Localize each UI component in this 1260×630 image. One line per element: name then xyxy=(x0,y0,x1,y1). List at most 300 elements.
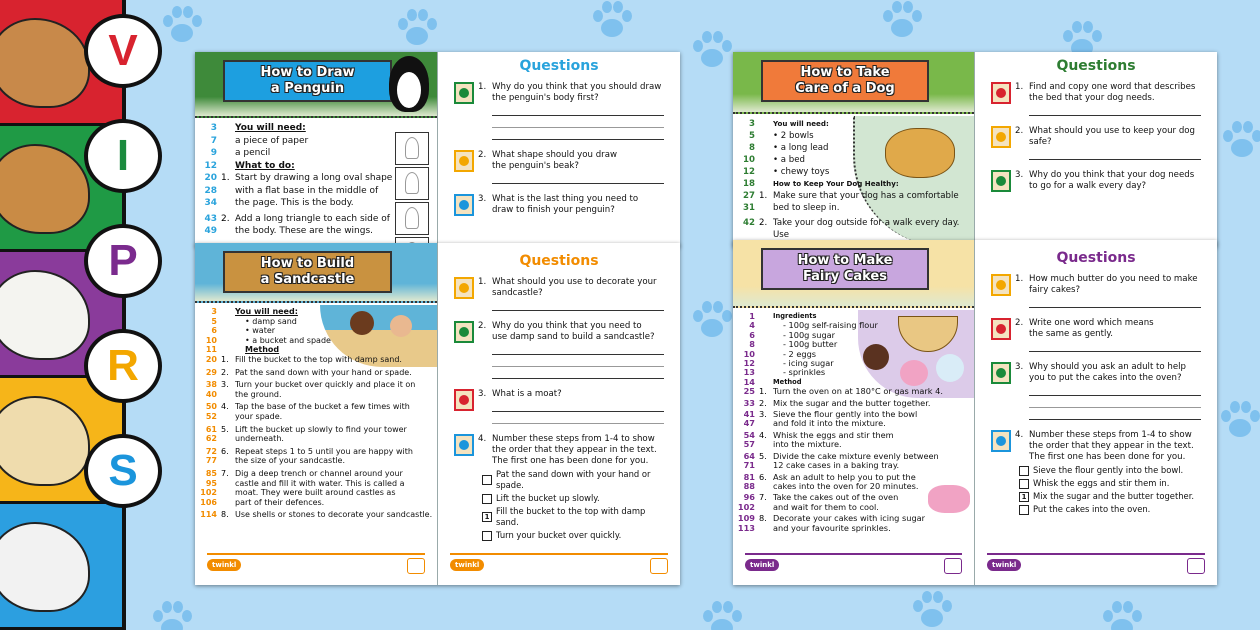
ordering-checkbox[interactable] xyxy=(482,531,492,541)
paw-print-icon xyxy=(690,30,734,74)
word-count-number: 10 xyxy=(743,155,755,165)
word-count-number: 77 xyxy=(205,456,217,466)
questions-title: Questions xyxy=(519,253,599,269)
vipers-dog-icon xyxy=(454,82,474,104)
word-count-number: 81 xyxy=(743,471,755,482)
word-count-number: 102 xyxy=(737,501,755,512)
instruction-line xyxy=(195,307,437,317)
question-text: the order that they appear in the text. xyxy=(492,445,657,455)
instruction-line xyxy=(733,178,974,190)
instruction-line xyxy=(733,142,974,154)
title-line: How to Take xyxy=(800,65,890,80)
step-number xyxy=(221,122,235,135)
word-count-number: 10 xyxy=(205,335,217,345)
answer-line[interactable] xyxy=(1029,351,1201,352)
paw-print-icon xyxy=(910,590,954,630)
ordering-checkbox[interactable] xyxy=(482,494,492,504)
instruction-text xyxy=(235,172,437,210)
step-number xyxy=(221,317,245,327)
worksheet-footer xyxy=(450,553,668,577)
step-number: 8. xyxy=(221,510,229,520)
ordering-checkbox[interactable] xyxy=(1019,479,1029,489)
word-count-number: 96 xyxy=(743,492,755,503)
step-number xyxy=(759,142,773,154)
word-count-number: 7 xyxy=(210,135,217,146)
instruction-line xyxy=(733,359,974,368)
instruction-text xyxy=(245,326,437,336)
worksheet-header-illustration xyxy=(195,52,437,118)
dog-character-illustration xyxy=(0,522,90,612)
ordering-checkbox[interactable] xyxy=(1019,466,1029,476)
line-word-count xyxy=(733,387,759,396)
questions-pane xyxy=(975,240,1217,585)
instruction-line xyxy=(195,160,437,173)
word-count-number: 113 xyxy=(737,522,755,533)
step-number xyxy=(759,178,773,190)
step-number: 2. xyxy=(221,213,230,224)
question-item xyxy=(975,82,1217,116)
reading-text-pane xyxy=(195,52,438,247)
word-count-number: 47 xyxy=(743,418,755,429)
instruction-line xyxy=(195,402,437,421)
text-line: You will need: xyxy=(773,119,829,128)
question-text: Number these steps from 1-4 to show xyxy=(492,434,655,444)
question-number: 1. xyxy=(478,82,487,92)
instruction-text xyxy=(245,317,437,327)
answer-line[interactable] xyxy=(492,354,664,355)
step-number: 4. xyxy=(221,402,229,412)
instruction-text xyxy=(773,178,974,190)
word-count-number: 28 xyxy=(204,185,217,196)
question-text: Why do you think that you need to xyxy=(492,321,642,331)
instruction-text xyxy=(773,154,974,166)
text-line: the page. This is the body. xyxy=(235,198,354,208)
ordering-item xyxy=(482,493,664,504)
dog-character-illustration xyxy=(0,270,90,360)
answer-line[interactable] xyxy=(492,139,664,140)
ordering-text: Whisk the eggs and stir them in. xyxy=(1033,478,1170,488)
word-count-number: 85 xyxy=(205,468,217,478)
instruction-line xyxy=(195,317,437,327)
line-word-count xyxy=(733,142,759,154)
instruction-text xyxy=(245,345,437,355)
line-word-count xyxy=(733,452,759,471)
answer-line[interactable] xyxy=(492,115,664,116)
word-count-number: 6 xyxy=(749,329,755,340)
question-text: Write one word which means xyxy=(1029,318,1154,328)
ordering-text: Sieve the flour gently into the bowl. xyxy=(1033,465,1184,475)
question-item xyxy=(438,194,680,216)
step-number: 8. xyxy=(759,513,767,524)
vipers-letter-r: R xyxy=(84,329,162,403)
word-count-number: 38 xyxy=(205,380,217,390)
instruction-text xyxy=(773,130,974,142)
question-text: What should you use to keep your dog xyxy=(1029,126,1195,136)
word-count-number: 49 xyxy=(204,226,217,236)
text-line: How to Keep Your Dog Healthy: xyxy=(773,179,899,188)
text-line: Whisk the eggs and stir them xyxy=(773,429,894,440)
instruction-line xyxy=(733,118,974,130)
text-line: and wait for them to cool. xyxy=(773,501,879,512)
title-banner xyxy=(223,60,392,102)
line-word-count xyxy=(195,368,221,378)
text-line: Decorate your cakes with icing sugar xyxy=(773,513,926,524)
text-line: with a flat base in the middle of xyxy=(235,185,379,196)
word-count-number: 1 xyxy=(749,311,755,321)
instruction-line xyxy=(195,147,437,160)
instruction-text xyxy=(235,307,437,317)
step-number: 7. xyxy=(221,468,229,478)
instructions-text xyxy=(195,303,437,520)
text-line: the body. These are the wings. xyxy=(235,226,374,236)
text-line: part of their defences. xyxy=(235,497,325,507)
question-text: Number these steps from 1-4 to show xyxy=(1029,430,1192,440)
question-text: What is a moat? xyxy=(492,389,562,399)
instruction-line xyxy=(733,190,974,214)
step-number: 1. xyxy=(221,173,230,183)
word-count-number: 62 xyxy=(205,434,217,444)
text-line: castle and fill it with water. This is called a xyxy=(235,478,405,488)
text-line: a piece of paper xyxy=(235,135,309,146)
text-line: • water xyxy=(245,326,276,336)
worksheet-header-illustration xyxy=(195,243,437,303)
question-text: Why should you ask an adult to help xyxy=(1029,362,1186,372)
question-number: 3. xyxy=(1015,362,1024,372)
word-count-number: 54 xyxy=(743,429,755,440)
word-count-number: 20 xyxy=(204,173,217,183)
ordering-text: Pat the sand down with your hand or spade. xyxy=(496,469,651,490)
question-text: use damp sand to build a sandcastle? xyxy=(492,332,655,342)
question-text: you to put the cakes into the oven? xyxy=(1029,373,1182,383)
text-line: and fold it into the mixture. xyxy=(773,418,886,429)
question-number: 3. xyxy=(478,194,487,204)
answer-line[interactable] xyxy=(492,127,664,128)
answer-line[interactable] xyxy=(492,423,664,424)
penguin-illustration xyxy=(389,56,429,112)
vipers-strip xyxy=(0,0,126,630)
line-word-count xyxy=(733,217,759,241)
ordering-checkbox[interactable]: 1 xyxy=(1019,492,1029,502)
step-number: 3. xyxy=(759,409,767,420)
worksheet-penguin xyxy=(195,52,680,247)
instruction-line xyxy=(733,431,974,450)
word-count-number: 64 xyxy=(743,450,755,461)
vipers-letter-i: I xyxy=(84,119,162,193)
word-count-number: 6 xyxy=(211,326,217,336)
answer-line[interactable] xyxy=(492,411,664,412)
answer-line[interactable] xyxy=(492,378,664,379)
paw-print-icon xyxy=(880,0,924,44)
title-line: How to Build xyxy=(260,256,355,271)
line-word-count xyxy=(195,355,221,365)
instruction-text xyxy=(773,399,974,408)
twinkl-logo: twinkl xyxy=(745,559,779,571)
instruction-line xyxy=(195,135,437,148)
step-number: 2. xyxy=(759,397,767,408)
word-count-number: 102 xyxy=(200,488,217,498)
text-line: - 100g sugar xyxy=(783,329,836,340)
line-word-count xyxy=(195,160,221,173)
paw-print-icon xyxy=(1218,400,1260,444)
line-word-count xyxy=(733,399,759,408)
line-word-count xyxy=(195,326,221,336)
word-count-number: 18 xyxy=(743,179,755,189)
word-count-number: 12 xyxy=(743,167,755,177)
text-line: • damp sand xyxy=(245,316,297,326)
instruction-text xyxy=(235,213,437,238)
text-line: Turn your bucket over quickly and place it on xyxy=(235,380,416,390)
instruction-line xyxy=(195,213,437,238)
question-item xyxy=(438,150,680,184)
word-count-number: 10 xyxy=(743,348,755,359)
word-count-number: 71 xyxy=(743,460,755,471)
instruction-text xyxy=(235,510,437,520)
instruction-line xyxy=(733,350,974,359)
vipers-dog-icon xyxy=(454,194,474,216)
instruction-line xyxy=(195,425,437,444)
instruction-text xyxy=(773,118,974,130)
text-line: Start by drawing a long oval shape xyxy=(235,173,393,183)
text-line: a pencil xyxy=(235,148,271,158)
word-count-number: 52 xyxy=(205,411,217,421)
question-item xyxy=(438,321,680,379)
text-line: bed to sleep in. xyxy=(773,203,840,213)
line-word-count xyxy=(195,317,221,327)
question-item xyxy=(975,362,1217,420)
vipers-dog-icon xyxy=(991,82,1011,104)
worksheet-dog xyxy=(733,52,1217,247)
question-number: 2. xyxy=(478,150,487,160)
step-number xyxy=(759,166,773,178)
quality-badge-icon xyxy=(944,558,962,574)
vipers-dog-icon xyxy=(991,318,1011,340)
step-number xyxy=(759,340,783,349)
vipers-dog-icon xyxy=(454,389,474,411)
text-line: - sprinkles xyxy=(783,367,826,378)
answer-line[interactable] xyxy=(492,183,664,184)
vipers-letter-v: V xyxy=(84,14,162,88)
text-line: - 100g butter xyxy=(783,339,838,350)
answer-line[interactable] xyxy=(1029,159,1201,160)
instruction-text xyxy=(235,447,437,466)
step-number: 5. xyxy=(221,424,229,434)
text-line: the size of your sandcastle. xyxy=(235,456,346,466)
text-line: cakes into the oven for 20 minutes. xyxy=(773,480,919,491)
text-line: - 2 eggs xyxy=(783,348,817,359)
text-line: • a bucket and spade xyxy=(245,335,331,345)
answer-line[interactable] xyxy=(1029,307,1201,308)
instruction-text xyxy=(245,336,437,346)
instruction-line xyxy=(733,217,974,241)
line-word-count xyxy=(195,345,221,355)
text-line: your spade. xyxy=(235,411,283,421)
text-line: • a bed xyxy=(773,155,805,165)
step-number xyxy=(221,307,235,317)
question-text: draw to finish your penguin? xyxy=(492,205,615,215)
step-number xyxy=(759,154,773,166)
answer-line[interactable] xyxy=(492,366,664,367)
word-count-number: 50 xyxy=(205,402,217,412)
question-text: sandcastle? xyxy=(492,288,543,298)
step-number: 1. xyxy=(221,354,229,364)
instruction-line xyxy=(733,399,974,408)
ordering-item xyxy=(1019,491,1201,502)
word-count-number: 40 xyxy=(205,389,217,399)
title-line: How to Make xyxy=(797,253,893,268)
text-line: - icing sugar xyxy=(783,358,834,369)
instruction-text xyxy=(773,142,974,154)
instruction-text xyxy=(235,380,437,399)
vipers-dog-icon xyxy=(991,430,1011,452)
dog-character-illustration xyxy=(0,18,90,108)
step-number: 6. xyxy=(221,446,229,456)
question-item xyxy=(975,430,1217,515)
title-banner xyxy=(761,60,929,102)
question-text: the bed that your dog needs. xyxy=(1029,93,1155,103)
answer-line[interactable] xyxy=(1029,407,1201,408)
worksheet-footer xyxy=(745,553,962,577)
word-count-number: 3 xyxy=(210,123,217,133)
title-line: Fairy Cakes xyxy=(803,269,887,284)
instruction-text xyxy=(773,431,974,450)
vipers-dog-icon xyxy=(454,434,474,456)
vipers-dog-icon xyxy=(991,274,1011,296)
text-line: Ingredients xyxy=(773,312,817,320)
ordering-checkbox[interactable]: 1 xyxy=(482,512,492,522)
ordering-item xyxy=(482,530,664,541)
text-line: You will need: xyxy=(235,307,298,316)
reading-text-pane xyxy=(195,243,438,585)
instruction-line xyxy=(733,452,974,471)
question-text: fairy cakes? xyxy=(1029,285,1081,295)
ordering-text: Mix the sugar and the butter together. xyxy=(1033,491,1195,501)
instruction-text xyxy=(235,147,437,160)
text-line: Turn the oven on at 180°C or gas mark 4. xyxy=(773,386,943,397)
text-line: • chewy toys xyxy=(773,167,830,177)
instruction-text xyxy=(235,425,437,444)
answer-line[interactable] xyxy=(492,310,664,311)
question-number: 1. xyxy=(478,277,487,287)
question-item xyxy=(438,389,680,424)
line-word-count xyxy=(195,425,221,444)
instruction-line xyxy=(195,336,437,346)
text-line: Mix the sugar and the butter together. xyxy=(773,397,931,408)
word-count-number: 88 xyxy=(743,480,755,491)
question-number: 1. xyxy=(1015,82,1024,92)
line-word-count xyxy=(733,431,759,450)
text-line: • 2 bowls xyxy=(773,131,814,141)
question-item xyxy=(975,126,1217,160)
instruction-line xyxy=(733,473,974,492)
reading-text-pane xyxy=(733,52,975,247)
answer-line[interactable] xyxy=(1029,115,1201,116)
instruction-line xyxy=(195,510,437,520)
title-banner xyxy=(761,248,929,290)
instruction-line xyxy=(733,321,974,330)
word-count-number: 20 xyxy=(205,354,217,364)
instruction-line xyxy=(733,514,974,533)
vipers-dog-icon xyxy=(991,362,1011,384)
question-number: 2. xyxy=(1015,126,1024,136)
title-line: Care of a Dog xyxy=(795,81,895,96)
step-number: 1. xyxy=(759,386,767,397)
question-item xyxy=(438,82,680,140)
word-count-number: 57 xyxy=(743,439,755,450)
paw-print-icon xyxy=(395,8,439,52)
instruction-line xyxy=(733,130,974,142)
step-number: 6. xyxy=(759,471,767,482)
word-count-number: 95 xyxy=(205,478,217,488)
line-word-count xyxy=(733,312,759,321)
step-number xyxy=(759,321,783,330)
ordering-checkbox[interactable] xyxy=(1019,505,1029,515)
question-text: Why do you think that you should draw xyxy=(492,82,662,92)
text-line: Lift the bucket up slowly to find your tower xyxy=(235,424,407,434)
question-text: The first one has been done for you. xyxy=(492,456,649,466)
ordering-item xyxy=(1019,478,1201,489)
step-number: 3. xyxy=(221,380,229,390)
instruction-text xyxy=(235,135,437,148)
step-number xyxy=(759,331,783,340)
line-word-count xyxy=(195,122,221,135)
answer-line[interactable] xyxy=(1029,419,1201,420)
line-word-count xyxy=(733,118,759,130)
instruction-line xyxy=(733,340,974,349)
vipers-dog-icon xyxy=(991,126,1011,148)
word-count-number: 29 xyxy=(205,367,217,377)
step-number: 4. xyxy=(759,429,767,440)
instruction-text xyxy=(773,387,974,396)
question-text: Why do you think that your dog needs xyxy=(1029,170,1195,180)
worksheet-cakes xyxy=(733,240,1217,585)
answer-line[interactable] xyxy=(1029,395,1201,396)
step-number: 7. xyxy=(759,492,767,503)
paw-print-icon xyxy=(690,300,734,344)
instruction-line xyxy=(195,447,437,466)
step-number xyxy=(221,135,235,148)
instruction-text xyxy=(235,355,437,365)
question-text: What shape should you draw xyxy=(492,150,617,160)
instruction-text xyxy=(773,514,974,533)
text-line: Make sure that your dog has a comfortable xyxy=(773,191,959,201)
question-text: the order that they appear in the text. xyxy=(1029,441,1194,451)
step-number xyxy=(221,345,245,355)
twinkl-logo: twinkl xyxy=(207,559,241,571)
word-count-number: 14 xyxy=(743,376,755,387)
word-count-number: 31 xyxy=(743,203,755,213)
question-text: the penguin's body first? xyxy=(492,93,599,103)
step-number xyxy=(221,160,235,173)
instruction-line xyxy=(195,355,437,365)
instruction-text xyxy=(773,217,974,241)
worksheet-header-illustration xyxy=(733,52,974,114)
instruction-text xyxy=(235,160,437,173)
text-line: moat. They were built around castles as xyxy=(235,488,396,498)
line-word-count xyxy=(195,213,221,238)
text-line: Fill the bucket to the top with damp sand. xyxy=(235,354,402,364)
line-word-count xyxy=(733,190,759,214)
instruction-line xyxy=(733,368,974,377)
ordering-checkbox[interactable] xyxy=(482,475,492,485)
word-count-number: 61 xyxy=(205,424,217,434)
step-number: 5. xyxy=(759,450,767,461)
paw-print-icon xyxy=(590,0,634,44)
ordering-item xyxy=(1019,504,1201,515)
question-number: 1. xyxy=(1015,274,1024,284)
question-number: 2. xyxy=(478,321,487,331)
ordering-text: Fill the bucket to the top with damp sand. xyxy=(496,506,646,527)
word-count-number: 25 xyxy=(743,386,755,397)
